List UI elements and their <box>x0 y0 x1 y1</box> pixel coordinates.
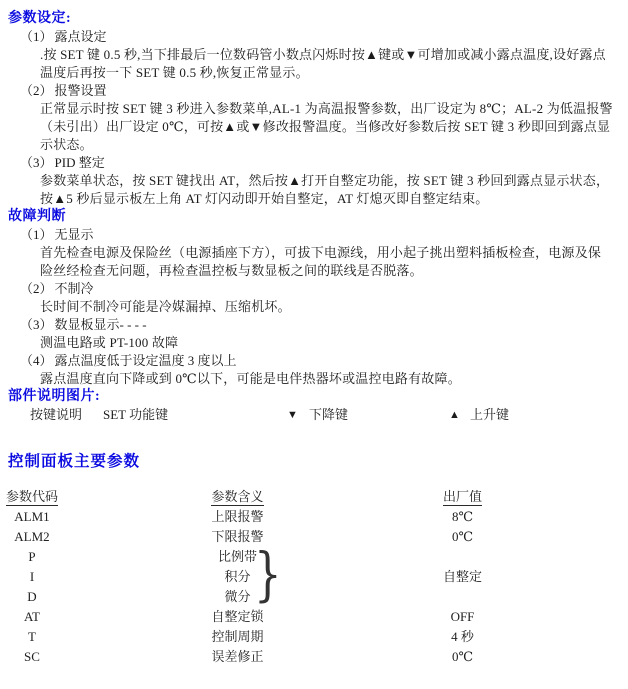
param-meaning: 自整定锁 <box>211 609 264 624</box>
numbered-item <box>20 280 628 298</box>
down-key-label: 下降键 <box>309 407 349 422</box>
table-row <box>0 607 628 627</box>
param-meaning: 微分 <box>224 589 251 604</box>
table-row <box>0 627 628 647</box>
paragraph-line: 参数菜单状态，按 SET 键找出 AT，然后按▲打开自整定功能，按 SET 键 3 秒回到露点显示状态， <box>40 173 610 188</box>
item-title: 数显板显示- - - - <box>54 317 147 332</box>
section-heading-panel-params: 控制面板主要参数 <box>8 453 141 470</box>
paragraph-line: 露点温度直向下降或到 0℃以下，可能是电伴热器坏或温控电路有故障。 <box>40 371 461 386</box>
param-value: OFF <box>450 609 475 624</box>
item-number: （3） <box>20 317 53 332</box>
item-number: （3） <box>20 155 53 170</box>
table-header-row <box>0 487 628 507</box>
paragraph-line: 温度后再按一下 SET 键 0.5 秒,恢复正常显示。 <box>40 65 309 80</box>
param-meaning: 控制周期 <box>211 629 264 644</box>
set-key-label: SET 功能键 <box>103 407 169 422</box>
numbered-item <box>20 28 628 46</box>
table-row <box>0 547 628 567</box>
section-heading-troubleshooting: 故障判断 <box>8 209 66 224</box>
item-title: 无显示 <box>54 227 94 242</box>
param-value: 4 秒 <box>451 629 474 644</box>
param-value: 0℃ <box>451 649 474 664</box>
numbered-item <box>20 154 628 172</box>
param-meaning: 比例带 <box>217 549 257 564</box>
down-arrow-icon: ▼ <box>287 409 298 421</box>
column-header-value: 出厂值 <box>442 489 482 504</box>
table-row <box>0 587 628 607</box>
param-meaning: 下限报警 <box>211 529 264 544</box>
key-legend-row <box>0 406 628 424</box>
item-number: （1） <box>20 29 53 44</box>
param-code: AT <box>24 609 40 624</box>
param-code: P <box>28 549 36 564</box>
up-key-label: 上升键 <box>470 407 510 422</box>
param-code: SC <box>24 649 40 664</box>
pid-group-brace: } <box>254 540 282 608</box>
param-value: 自整定 <box>442 569 482 584</box>
item-title: 露点设定 <box>54 29 107 44</box>
table-row <box>0 567 628 587</box>
column-header-code: 参数代码 <box>5 489 58 504</box>
numbered-item <box>20 82 628 100</box>
paragraph-line: 正常显示时按 SET 键 3 秒进入参数菜单,AL-1 为高温报警参数，出厂设定为 8℃；AL-2 为低温报警 <box>40 101 613 116</box>
key-legend-label: 按键说明 <box>30 407 83 422</box>
numbered-item <box>20 352 628 370</box>
numbered-item <box>20 316 628 334</box>
param-code: ALM2 <box>14 529 50 544</box>
param-meaning: 积分 <box>224 569 251 584</box>
param-code: I <box>29 569 35 584</box>
param-meaning: 上限报警 <box>211 509 264 524</box>
column-header-meaning: 参数含义 <box>211 489 264 504</box>
paragraph-line: （未引出）出厂设定 0℃，可按▲或▼修改报警温度。当修改好参数后按 SET 键 3 秒即回到露点显 <box>40 119 611 134</box>
item-number: （2） <box>20 281 53 296</box>
item-number: （4） <box>20 353 53 368</box>
item-number: （2） <box>20 83 53 98</box>
param-code: T <box>28 629 36 644</box>
param-value: 0℃ <box>451 529 474 544</box>
paragraph-line: 按▲5 秒后显示板左上角 AT 灯闪动即开始自整定，AT 灯熄灭即自整定结束。 <box>40 191 489 206</box>
item-title: 报警设置 <box>54 83 107 98</box>
paragraph-line: .按 SET 键 0.5 秒,当下排最后一位数码管小数点闪烁时按▲键或▼可增加或减小露点温度,设好露点 <box>40 47 606 62</box>
paragraph-line: 险丝经检查无问题，再检查温控板与数显板之间的联线是否脱落。 <box>40 263 423 278</box>
table-row <box>0 527 628 547</box>
table-row <box>0 647 628 667</box>
paragraph-line: 长时间不制冷可能是冷媒漏掉、压缩机坏。 <box>40 299 291 314</box>
param-value: 8℃ <box>451 509 474 524</box>
param-code: D <box>27 589 37 604</box>
paragraph-line: 测温电路或 PT-100 故障 <box>40 335 179 350</box>
item-title: PID 整定 <box>54 155 105 170</box>
up-arrow-icon: ▲ <box>449 409 460 421</box>
item-title: 露点温度低于设定温度 3 度以上 <box>54 353 237 368</box>
numbered-item <box>20 226 628 244</box>
table-row <box>0 507 628 527</box>
section-heading-parts: 部件说明图片: <box>8 389 101 404</box>
item-number: （1） <box>20 227 53 242</box>
section-heading-param-setting: 参数设定: <box>8 11 72 26</box>
item-title: 不制冷 <box>54 281 94 296</box>
param-meaning: 误差修正 <box>211 649 264 664</box>
paragraph-line: 示状态。 <box>40 137 93 152</box>
paragraph-line: 首先检查电源及保险丝（电源插座下方），可拔下电源线，用小起子挑出塑料插板检查，电源及保 <box>40 245 602 260</box>
params-table <box>0 487 628 667</box>
param-code: ALM1 <box>14 509 50 524</box>
